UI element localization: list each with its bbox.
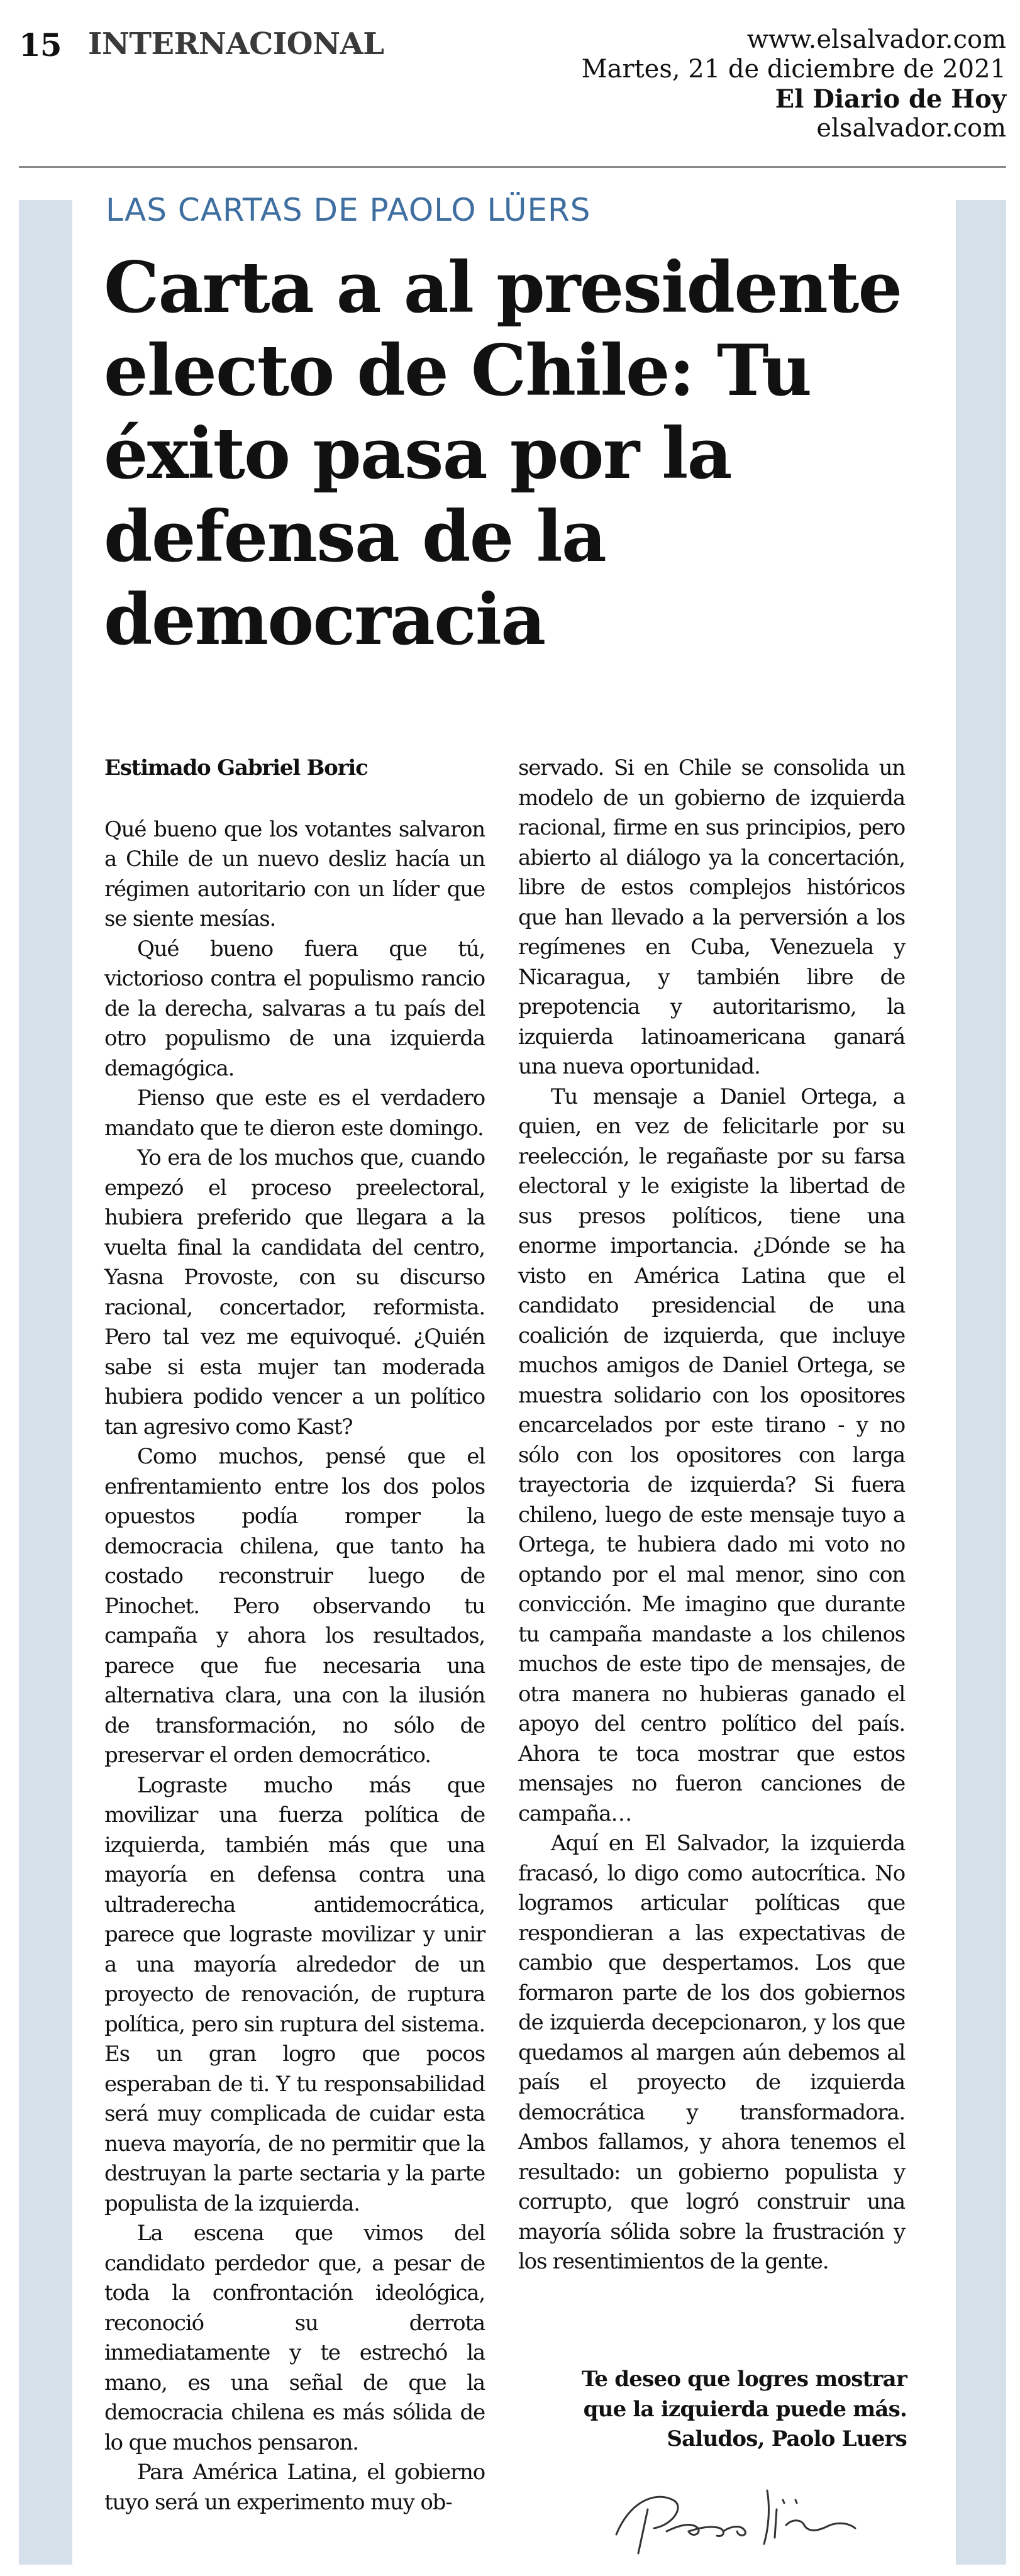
masthead-info bbox=[582, 25, 1006, 143]
paragraph: Como muchos, pensé que el enfrentamiento entre los dos polos opuestos podía romper la democracia chilena, que tanto ha costado reconstruir luego de Pinochet. Pero observando tu campaña y ahora los resultados, parece que fue necesaria una alternativa clara, una con la ilusión de transformación, no sólo de preservar el orden democrático. bbox=[104, 1444, 485, 1768]
paragraph: Lograste mucho más que movilizar una fuerza política de izquierda, también más que una mayoría en defensa contra una ultraderecha antidemocrática, parece que lograste movilizar y unir a una mayoría alrededor de un proyecto de renovación, de ruptura política, pero sin ruptura del sistema. Es un gran logro que pocos esperaban de ti. Y tu responsabilidad será muy complicada de cuidar esta nueva mayoría, de no permitir que la destruyan la parte sectaria y la parte populista de la izquierda. bbox=[104, 1772, 485, 2216]
paragraph: Aquí en El Salvador, la izquierda fracasó, lo digo como autocrítica. No logramos articular políticas que respondieran a las expectativas de cambio que despertamos. Los que formaron parte de los dos gobiernos de izquierda decepcionaron, y los que quedamos al margen aún debemos al país el proyecto de izquierda democrática y transformadora. Ambos fallamos, y ahora tenemos el resultado: un gobierno populista y corrupto, que logró construir una mayoría sólida sobre la frustración y los resentimientos de la gente. bbox=[518, 1831, 905, 2274]
paragraph: servado. Si en Chile se consolida un modelo de un gobierno de izquierda racional, firme en sus principios, pero abierto al diálogo ya la concertación, libre de estos complejos históricos que han llevado a la perversión a los regímenes en Cuba, Venezuela y Nicaragua, y también libre de prepotencia y autoritarismo, la izquierda latinoamericana ganará una nueva oportunidad. bbox=[518, 755, 905, 1079]
closing-block bbox=[582, 2365, 907, 2455]
site-url[interactable]: www.elsalvador.com bbox=[746, 25, 1006, 54]
closing-line: que la izquierda puede más. bbox=[583, 2396, 907, 2422]
closing-line: Te deseo que logres mostrar bbox=[581, 2367, 907, 2392]
section-name: INTERNACIONAL bbox=[88, 26, 384, 62]
paragraph: Pienso que este es el verdadero mandato que te dieron este domingo. bbox=[104, 1085, 485, 1141]
closing-signoff: Saludos, Paolo Luers bbox=[667, 2426, 907, 2451]
article-column-right bbox=[518, 753, 905, 2277]
paragraph: Tu mensaje a Daniel Ortega, a quien, en vez de felicitarle por su reelección, le regañaste por su farsa electoral y le exigiste la libertad de sus presos políticos, tiene una enorme importancia. ¿Dónde se ha visto en América Latina que el candidato presidencial de una coalición de izquierda, que incluye muchos amigos de Daniel Ortega, se muestra solidario con los opositores encarcelados por este tirano - y no sólo con los opositores con larga trayectoria de izquierda? Si fuera chileno, luego de este mensaje tuyo a Ortega, te hubiera dado mi voto no optando por el mal menor, sino con convicción. Me imagino que durante tu campaña mandaste a los chilenos muchos de este tipo de mensajes, de otra manera no hubieras ganado el apoyo del centro político del país. Ahora te toca mostrar que estos mensajes no fueron canciones de campaña… bbox=[518, 1084, 905, 1826]
article-headline: Carta a al presidente electo de Chile: Tu éxito pasa por la defensa de la democracia bbox=[104, 247, 902, 661]
site-domain[interactable]: elsalvador.com bbox=[816, 114, 1006, 143]
salutation: Estimado Gabriel Boric bbox=[104, 755, 368, 780]
right-margin-band bbox=[956, 200, 1006, 2565]
page-number: 15 bbox=[19, 26, 62, 64]
publication-date: Martes, 21 de diciembre de 2021 bbox=[581, 55, 1006, 84]
paragraph: Qué bueno que los votantes salvaron a Chile de un nuevo desliz hacía un régimen autoritario con un líder que se siente mesías. bbox=[104, 816, 485, 931]
column-kicker: LAS CARTAS DE PAOLO LÜERS bbox=[106, 192, 591, 228]
newspaper-name: El Diario de Hoy bbox=[775, 84, 1006, 114]
article-column-left bbox=[104, 753, 485, 2518]
paragraph: Qué bueno fuera que tú, victorioso contra el populismo rancio de la derecha, salvaras a tu país del otro populismo de una izquierda demagógica. bbox=[104, 936, 485, 1081]
signature-icon bbox=[604, 2465, 868, 2560]
paragraph: Para América Latina, el gobierno tuyo será un experimento muy ob- bbox=[104, 2460, 485, 2515]
paragraph: Yo era de los muchos que, cuando empezó el proceso preelectoral, hubiera preferido que llegara a la vuelta final la candidata del centro, Yasna Provoste, con su discurso racional, concertador, reformista. Pero tal vez me equivoqué. ¿Quién sabe si esta mujer tan moderada hubiera podido vencer a un político tan agresivo como Kast? bbox=[104, 1145, 485, 1440]
header-divider bbox=[19, 166, 1006, 168]
left-margin-band bbox=[19, 200, 72, 2565]
paragraph: La escena que vimos del candidato perdedor que, a pesar de toda la confrontación ideológica, reconoció su derrota inmediatamente y te estrechó la mano, es una señal de que la democracia chilena es más sólida de lo que muchos pensaron. bbox=[104, 2221, 485, 2455]
page-header bbox=[0, 0, 1020, 167]
